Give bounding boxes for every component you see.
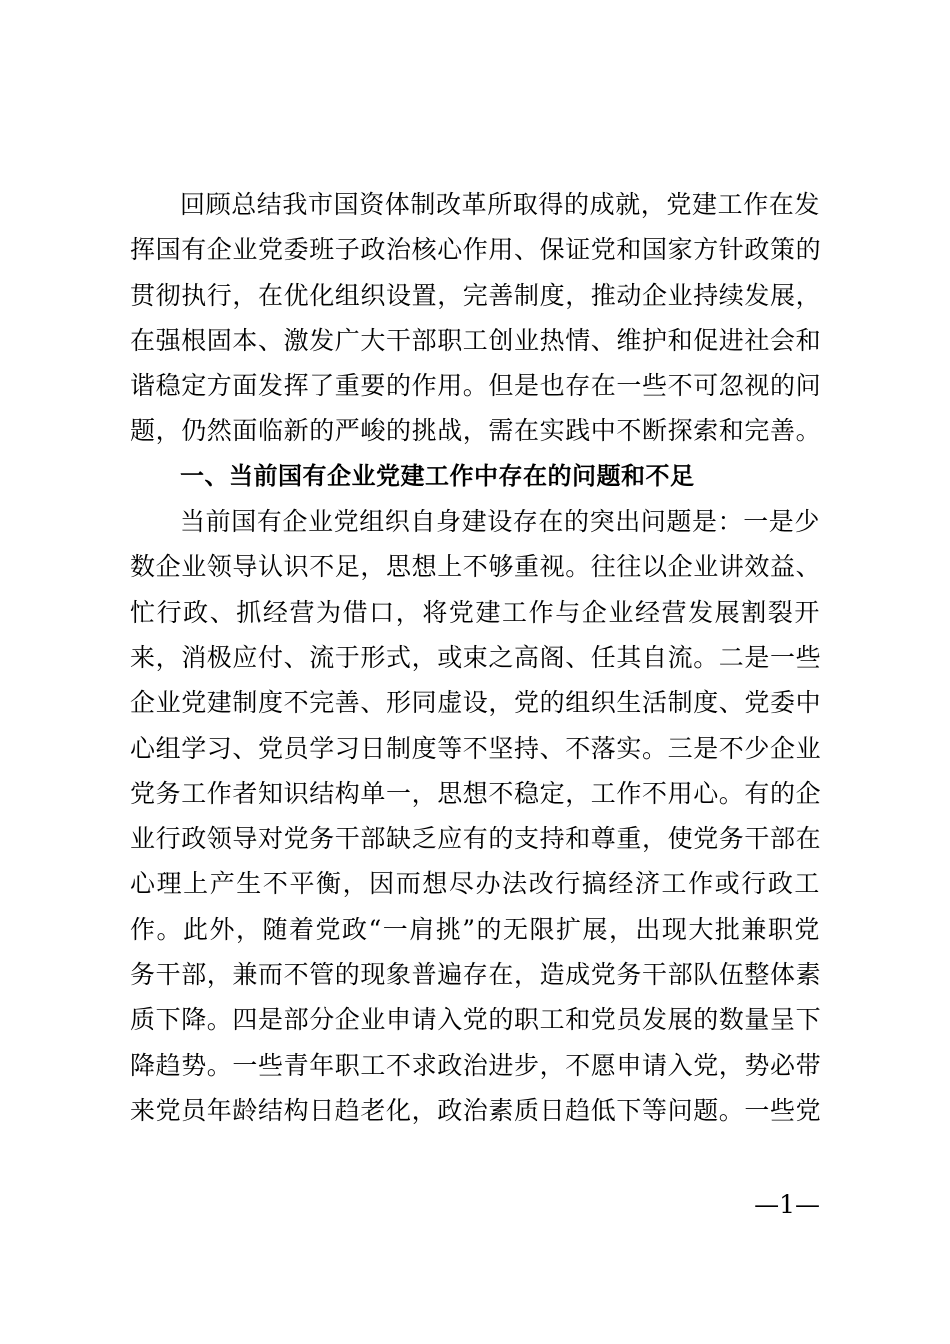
page-number: —1— bbox=[754, 1190, 820, 1219]
paragraph-line: 数企业领导认识不足，思想上不够重视。往往以企业讲效益、 bbox=[130, 552, 822, 582]
paragraph-line: 在强根固本、激发广大干部职工创业热情、维护和促进社会和 bbox=[130, 325, 822, 355]
paragraph-line: 谐稳定方面发挥了重要的作用。但是也存在一些不可忽视的问 bbox=[130, 371, 822, 401]
paragraph-line: 来，消极应付、流于形式，或束之高阁、任其自流。二是一些 bbox=[130, 642, 822, 672]
paragraph-line: 业行政领导对党务干部缺乏应有的支持和尊重，使党务干部在 bbox=[130, 824, 822, 854]
paragraph-line: 题，仍然面临新的严峻的挑战，需在实践中不断探索和完善。 bbox=[130, 416, 822, 446]
paragraph-line: 贯彻执行，在优化组织设置，完善制度，推动企业持续发展， bbox=[130, 280, 822, 310]
paragraph-line: 党务工作者知识结构单一，思想不稳定，工作不用心。有的企 bbox=[130, 778, 822, 808]
paragraph-line: 来党员年龄结构日趋老化，政治素质日趋低下等问题。一些党 bbox=[130, 1095, 822, 1125]
section-heading: 一、当前国有企业党建工作中存在的问题和不足 bbox=[180, 461, 695, 490]
paragraph-line: 回顾总结我市国资体制改革所取得的成就，党建工作在发 bbox=[180, 190, 821, 219]
paragraph-line: 心理上产生不平衡，因而想尽办法改行搞经济工作或行政工 bbox=[130, 869, 820, 899]
paragraph-line: 作。此外，随着党政“一肩挑”的无限扩展，出现大批兼职党 bbox=[130, 914, 820, 944]
paragraph-line: 挥国有企业党委班子政治核心作用、保证党和国家方针政策的 bbox=[130, 235, 822, 265]
paragraph-line: 当前国有企业党组织自身建设存在的突出问题是：一是少 bbox=[180, 507, 821, 537]
paragraph-line: 心组学习、党员学习日制度等不坚持、不落实。三是不少企业 bbox=[130, 733, 822, 763]
paragraph-line: 企业党建制度不完善、形同虚设，党的组织生活制度、党委中 bbox=[130, 688, 822, 718]
document-body bbox=[130, 182, 820, 1133]
paragraph-line: 降趋势。一些青年职工不求政治进步，不愿申请入党，势必带 bbox=[130, 1050, 822, 1080]
paragraph-line: 质下降。四是部分企业申请入党的职工和党员发展的数量呈下 bbox=[130, 1005, 822, 1035]
paragraph-line: 务干部，兼而不管的现象普遍存在，造成党务干部队伍整体素 bbox=[130, 960, 822, 990]
paragraph-line: 忙行政、抓经营为借口，将党建工作与企业经营发展割裂开 bbox=[130, 597, 820, 627]
